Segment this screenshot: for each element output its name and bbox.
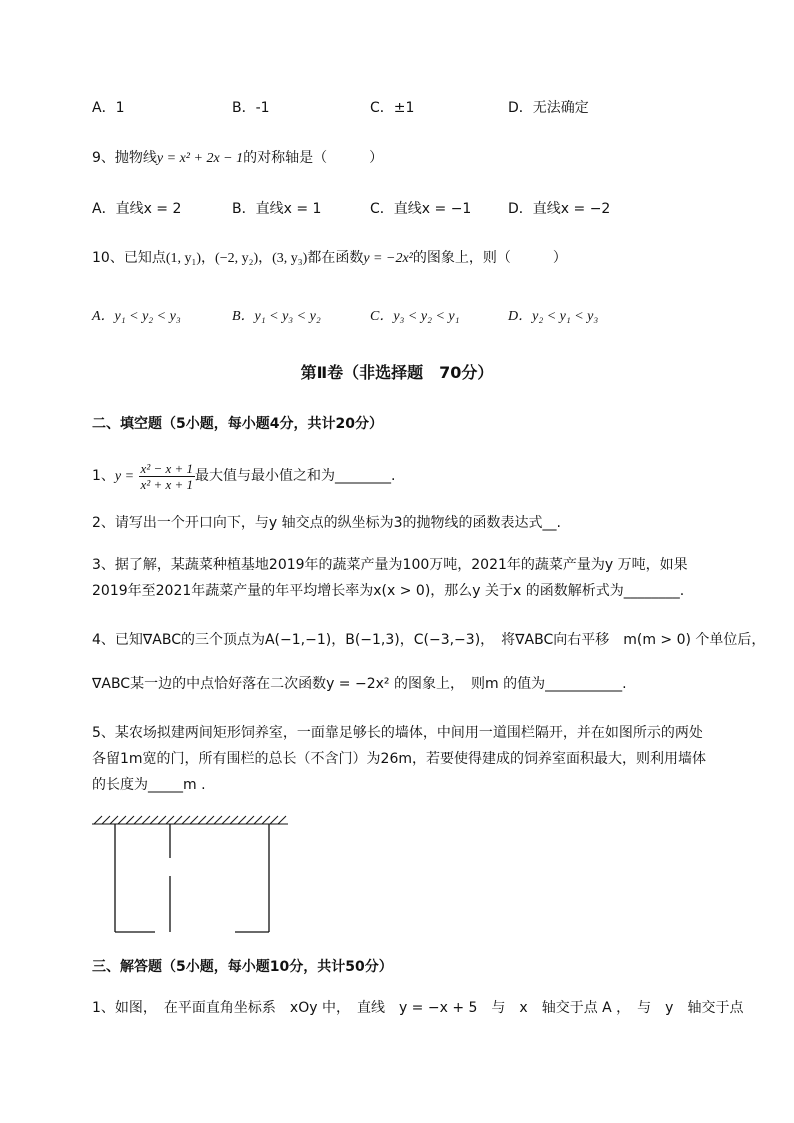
section-2-title: 第Ⅱ卷（非选择题 70分） — [300, 363, 494, 382]
q10-option-b: B．y₁ < y₃ < y₂ — [232, 309, 321, 324]
fill1-numerator: x² − x + 1 — [140, 460, 194, 476]
q9-option-d: D．直线x = −2 — [508, 201, 611, 217]
fill1-lhs: y = — [114, 469, 135, 484]
wall-hatching — [92, 816, 288, 824]
fill-question-1 — [92, 458, 395, 495]
fill3-line-1: 3、据了解，某蔬菜种植基地2019年的蔬菜产量为100万吨，2021年的蔬菜产量为y 万吨，如果 — [92, 557, 688, 573]
fill3-line-2: 2019年至2021年蔬菜产量的年平均增长率为x(x > 0)，那么y 关于x 的函数解析式为________. — [92, 583, 685, 599]
fill-in-header: 二、填空题（5小题，每小题4分，共计20分） — [92, 416, 383, 432]
q9-option-b: B．直线x = 1 — [232, 201, 322, 217]
question-10 — [92, 248, 567, 269]
q10-points: (1, y₁)，(−2, y₂)，(3, y₃) — [165, 251, 308, 266]
q9-suffix: 的对称轴是（ ） — [243, 150, 384, 166]
solve-question-1: 1、如图， 在平面直角坐标系 xOy 中， 直线 y = −x + 5 与 x 轴交于点 A ， 与 y 轴交于点 — [92, 1000, 744, 1016]
fill5-line-3: 的长度为_____m . — [92, 777, 206, 793]
q10-suffix: 的图象上，则（ ） — [412, 250, 567, 266]
q9-number: 9、抛物线 — [92, 150, 157, 166]
q10-prefix: 10、已知点 — [92, 250, 166, 266]
q8-option-c: C．±1 — [370, 100, 415, 116]
fill4-line-1: 4、已知∇ABC的三个顶点为A(−1,−1)，B(−1,3)，C(−3,−3)， 将∇ABC向右平移 m(m > 0) 个单位后， — [92, 632, 766, 648]
fill1-fraction — [139, 461, 195, 492]
q9-option-a: A．直线x = 2 — [92, 201, 182, 217]
fill1-prefix: 1、 — [92, 468, 115, 484]
fill1-suffix: 最大值与最小值之和为________. — [195, 468, 396, 484]
fill5-line-2: 各留1m宽的门，所有围栏的总长（不含门）为26m，若要使得建成的饲养室面积最大，则利用墙体 — [92, 751, 706, 767]
solve-header: 三、解答题（5小题，每小题10分，共计50分） — [92, 959, 393, 975]
q10-mid: 都在函数 — [307, 250, 364, 266]
q8-option-d: D．无法确定 — [508, 100, 589, 116]
fill1-denominator: x² + x + 1 — [140, 476, 194, 492]
q10-function: y = −2x² — [363, 251, 413, 266]
q10-option-a: A．y₁ < y₂ < y₃ — [92, 309, 181, 324]
fill4-line-2: ∇ABC某一边的中点恰好落在二次函数y = −2x² 的图象上， 则m 的值为___________. — [92, 676, 627, 692]
q10-option-c: C．y₃ < y₂ < y₁ — [370, 309, 460, 324]
fill5-line-1: 5、某农场拟建两间矩形饲养室，一面靠足够长的墙体，中间用一道围栏隔开，并在如图所示的两处 — [92, 725, 703, 741]
fill-question-2: 2、请写出一个开口向下，与y 轴交点的纵坐标为3的抛物线的函数表达式__. — [92, 515, 561, 531]
fence-lines — [115, 824, 269, 932]
q10-option-d: D．y₂ < y₁ < y₃ — [508, 309, 599, 324]
question-9 — [92, 148, 383, 169]
q8-option-a: A．1 — [92, 100, 125, 116]
q8-option-b: B．-1 — [232, 100, 270, 116]
q9-option-c: C．直线x = −1 — [370, 201, 472, 217]
fence-diagram — [92, 814, 292, 938]
q9-expression: y = x² + 2x − 1 — [156, 151, 244, 166]
